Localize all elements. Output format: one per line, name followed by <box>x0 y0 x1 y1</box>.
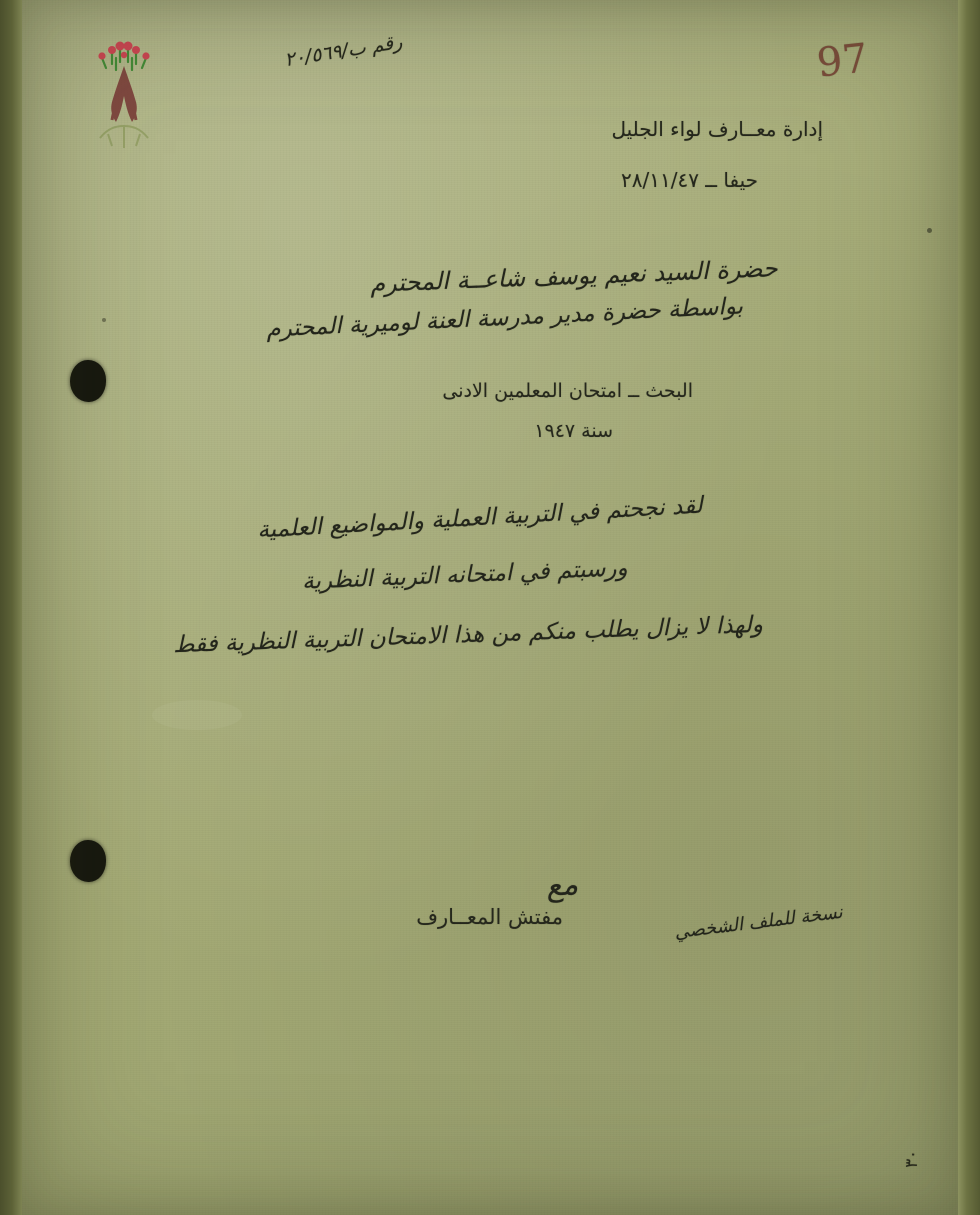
punch-hole-top <box>70 360 106 402</box>
binding-edge-left <box>0 0 22 1215</box>
marginal-note: نسخة للملف الشخصي <box>673 901 844 944</box>
paper-highlight <box>152 700 242 730</box>
reference-number: رقم ب/٢٠/٥٦٩ <box>283 30 404 72</box>
tree-logo <box>82 30 168 150</box>
subject-year: سنة ١٩٤٧ <box>534 420 613 442</box>
signature-mark: مع <box>544 866 580 905</box>
subject-line: البحث ــ امتحان المعلمين الادنى <box>442 380 693 402</box>
page-number: 97 <box>814 35 871 87</box>
paper-grain-texture <box>22 0 958 1215</box>
punch-hole-bottom <box>70 840 106 882</box>
body-paragraph-1: لقد نجحتم في التربية العملية والمواضيع العلمية <box>256 492 704 544</box>
page-edge-right <box>958 0 980 1215</box>
body-paragraph-2: ورسبتم في امتحانه التربية النظرية <box>301 555 629 595</box>
footer-code: ٣٠ <box>901 1149 923 1170</box>
signature-title: مفتش المعــارف <box>416 905 563 929</box>
ink-speck <box>927 228 932 233</box>
ink-speck <box>102 318 106 322</box>
header-place-date: حيفا ــ ٢٨/١١/٤٧ <box>621 168 758 192</box>
body-paragraph-3: ولهذا لا يزال يطلب منكم من هذا الامتحان التربية النظرية فقط <box>172 611 764 659</box>
salutation-line-2: بواسطة حضرة مدير مدرسة العنة لوميرية المحترم <box>265 293 744 343</box>
paper-surface <box>22 0 958 1215</box>
header-authority: إدارة معــارف لواء الجليل <box>611 117 823 141</box>
scan-vignette <box>22 0 958 1215</box>
salutation-line-1: حضرة السيد نعيم يوسف شاعــة المحترم <box>369 254 779 298</box>
